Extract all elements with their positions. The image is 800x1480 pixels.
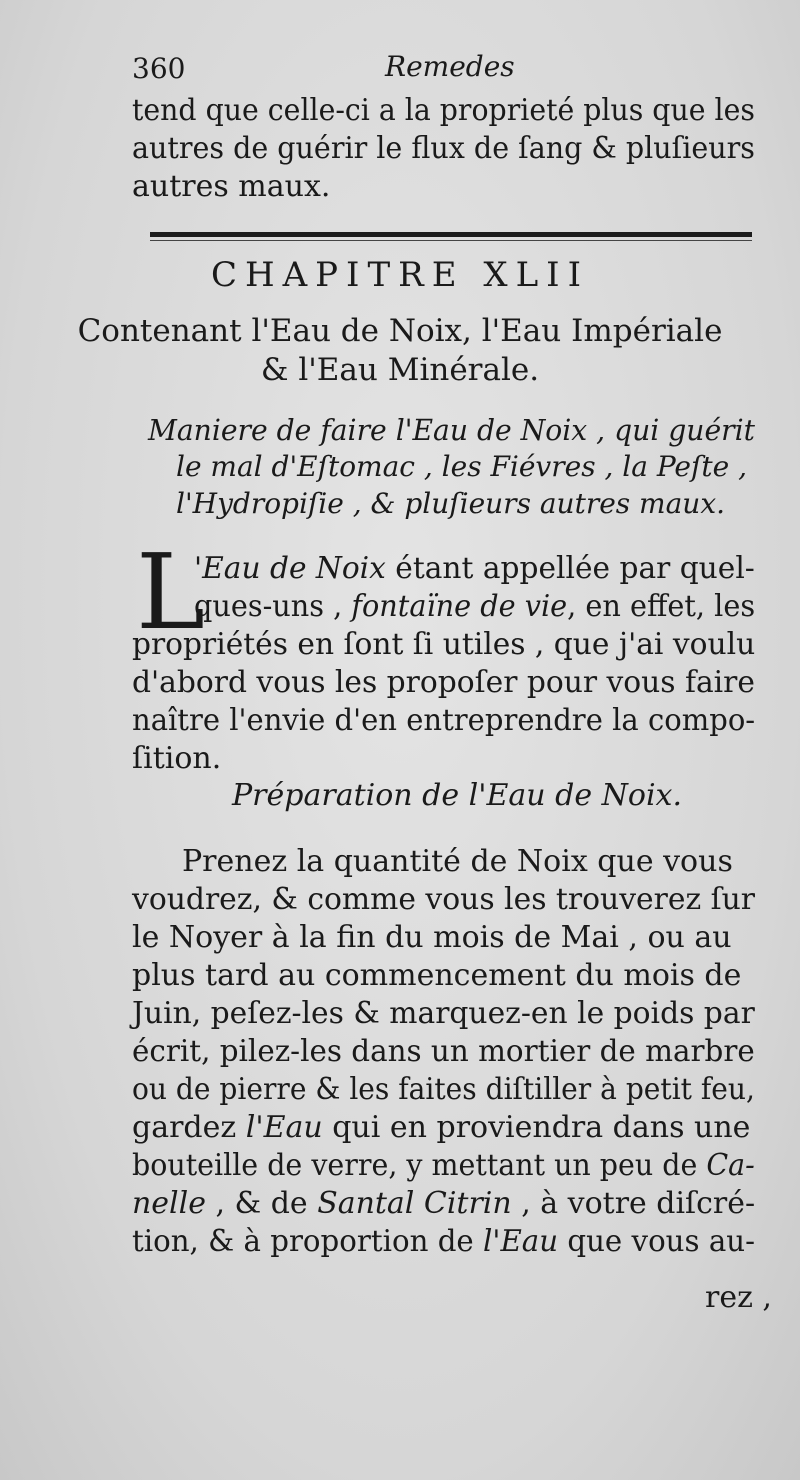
text-line: écrit, pilez-les dans un mortier de marbre [132, 1034, 755, 1069]
chapter-subtitle: & l'Eau Minérale. [260, 352, 540, 388]
chapter-title: CHAPITRE XLII [210, 255, 590, 295]
text-line: voudrez, & comme vous les trouverez ſur [132, 882, 756, 917]
italic-text: nelle [132, 1186, 206, 1221]
text-line: propriétés en ſont ſi utiles , que j'ai voulu [132, 627, 756, 662]
text-line: tend que celle-ci a la proprieté plus que les [132, 93, 755, 128]
section-heading-line: l'Hydropiſie , & pluſieurs autres maux. [176, 487, 726, 520]
text-run: , à votre diſcré- [511, 1186, 756, 1221]
text-line: Juin, peſez-les & marquez-en le poids par [132, 996, 755, 1031]
text-line: autres de guérir le flux de ſang & pluſieurs [132, 131, 755, 166]
running-head: Remedes [385, 50, 515, 83]
page-number: 360 [132, 52, 186, 85]
text-line: autres maux. [132, 169, 331, 204]
italic-text: l'Eau [245, 1110, 323, 1145]
italic-text: l'Eau [483, 1224, 559, 1259]
subheading: Préparation de l'Eau de Noix. [232, 778, 682, 813]
text-run: que vous au- [558, 1224, 755, 1259]
section-heading-line: Maniere de faire l'Eau de Noix , qui guérit [148, 413, 755, 447]
chapter-rule-thin [150, 240, 752, 241]
text-run: étant appellée par quel- [385, 551, 755, 586]
italic-text: Ca- [706, 1148, 755, 1183]
text-line [194, 588, 755, 625]
italic-text: Santal Citrin [317, 1186, 512, 1221]
text-run: , en effet, les [567, 589, 756, 624]
text-line [132, 1223, 755, 1260]
chapter-subtitle: Contenant l'Eau de Noix, l'Eau Impériale [77, 313, 723, 349]
section-heading-line: le mal d'Eſtomac , les Fiévres , la Peſte , [176, 450, 747, 483]
text-run: bouteille de verre, y mettant un peu de [132, 1148, 707, 1183]
italic-text: fontaïne de vie [351, 589, 568, 624]
text-line: d'abord vous les propoſer pour vous faire [132, 665, 755, 700]
italic-text: 'Eau de Noix [194, 551, 386, 586]
text-line [132, 1147, 755, 1184]
catchword: rez , [705, 1280, 772, 1315]
text-run: tion, & à proportion de [132, 1224, 484, 1259]
text-run: , & de [205, 1186, 318, 1221]
text-line: ou de pierre & les faites diſtiller à petit feu, [132, 1072, 755, 1107]
text-line: naître l'envie d'en entreprendre la compo- [132, 703, 756, 738]
text-line: le Noyer à la fin du mois de Mai , ou au [132, 920, 732, 955]
text-line [132, 1109, 750, 1146]
text-line [194, 550, 755, 587]
text-run: qui en proviendra dans une [322, 1110, 751, 1145]
text-run: gardez [132, 1110, 246, 1145]
text-line: Prenez la quantité de Noix que vous [182, 844, 733, 879]
text-line: plus tard au commencement du mois de [132, 958, 742, 993]
text-line: ſition. [132, 741, 222, 776]
drop-cap: L [136, 531, 206, 653]
text-run: ques-uns , [194, 589, 352, 624]
chapter-rule [150, 232, 752, 237]
text-line [132, 1185, 755, 1222]
